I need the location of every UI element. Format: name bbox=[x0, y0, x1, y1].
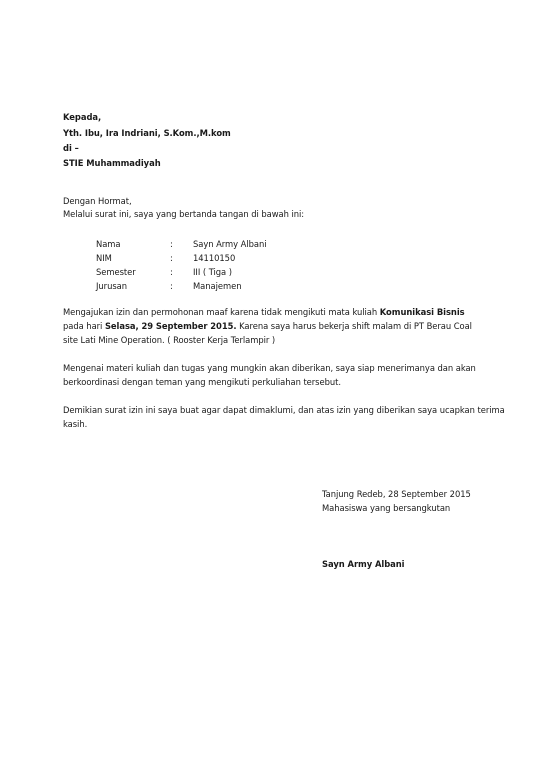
greeting: Dengan Hormat, bbox=[63, 196, 132, 206]
para1-line3: site Lati Mine Operation. ( Rooster Kerja Terlampir ) bbox=[63, 335, 276, 345]
identity-label: Jurusan bbox=[96, 281, 127, 291]
para1-text: Mengajukan izin dan permohonan maaf karena tidak mengikuti mata kuliah bbox=[63, 307, 380, 317]
identity-label: Nama bbox=[96, 239, 121, 249]
place-date: Tanjung Redeb, 28 September 2015 bbox=[322, 489, 471, 499]
course-name: Komunikasi Bisnis bbox=[379, 307, 465, 317]
para1-text: Karena saya harus bekerja shift malam di PT Berau Coal bbox=[236, 321, 472, 331]
identity-value: III ( Tiga ) bbox=[193, 267, 232, 277]
identity-separator: : bbox=[170, 253, 173, 263]
identity-label: Semester bbox=[96, 267, 136, 277]
absence-date: Selasa, 29 September 2015. bbox=[104, 321, 237, 331]
identity-separator: : bbox=[170, 281, 173, 291]
recipient-di: di – bbox=[63, 143, 79, 153]
recipient-kepada: Kepada, bbox=[63, 112, 102, 122]
identity-value: Sayn Army Albani bbox=[193, 239, 267, 249]
identity-separator: : bbox=[170, 267, 173, 277]
para2-line2: berkoordinasi dengan teman yang mengikuti perkuliahan tersebut. bbox=[63, 377, 341, 387]
para3-line1: Demikian surat izin ini saya buat agar dapat dimaklumi, dan atas izin yang diberikan saya ucapkan terima bbox=[63, 405, 505, 415]
recipient-institution: STIE Muhammadiyah bbox=[63, 158, 161, 168]
identity-value: Manajemen bbox=[193, 281, 242, 291]
signer-name: Sayn Army Albani bbox=[322, 559, 405, 569]
identity-value: 14110150 bbox=[193, 253, 236, 263]
para2-line1: Mengenai materi kuliah dan tugas yang mungkin akan diberikan, saya siap menerimanya dan akan bbox=[63, 363, 476, 373]
para1-text: pada hari bbox=[63, 321, 105, 331]
recipient-name: Yth. Ibu, Ira Indriani, S.Kom.,M.kom bbox=[63, 128, 231, 138]
intro-text: Melalui surat ini, saya yang bertanda tangan di bawah ini: bbox=[63, 209, 305, 219]
para1-line2 bbox=[63, 321, 472, 332]
para1-line1 bbox=[63, 307, 465, 318]
signer-role: Mahasiswa yang bersangkutan bbox=[322, 503, 451, 513]
identity-label: NIM bbox=[96, 253, 112, 263]
para3-line2: kasih. bbox=[63, 419, 88, 429]
identity-separator: : bbox=[170, 239, 173, 249]
